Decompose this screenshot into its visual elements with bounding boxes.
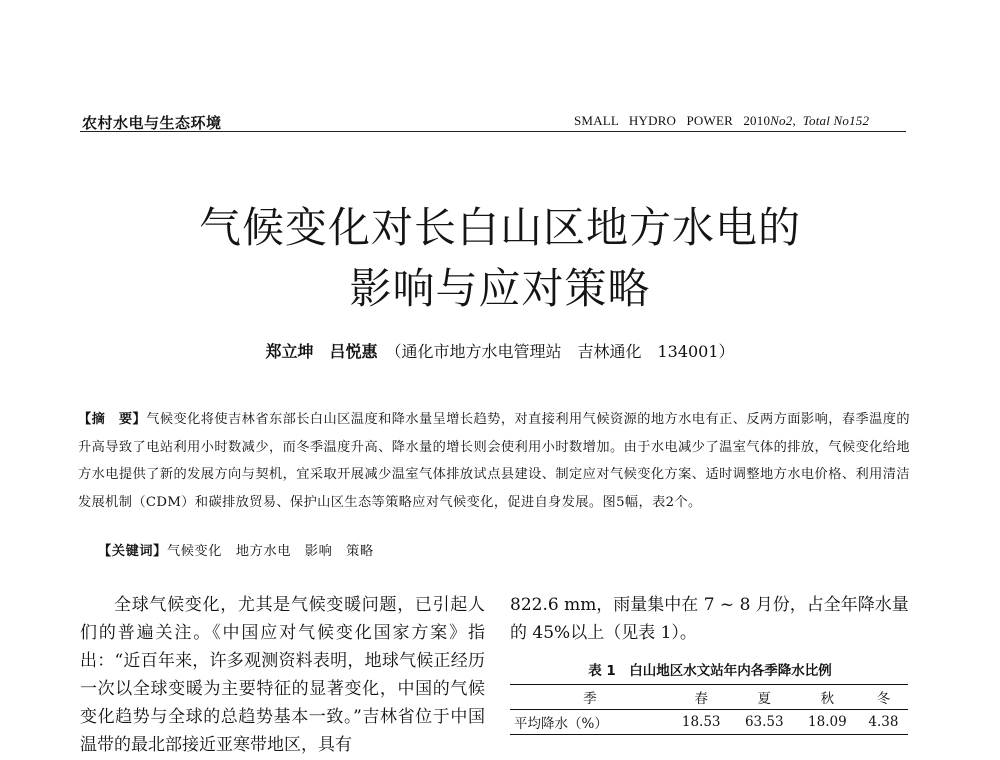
paper-title-line-1: 气候变化对长白山区地方水电的 bbox=[198, 203, 801, 252]
author-affiliation: （通化市地方水电管理站 吉林通化 134001） bbox=[385, 342, 735, 361]
table-cell: 4.38 bbox=[868, 714, 899, 730]
keywords-label: 【关键词】 bbox=[98, 544, 167, 559]
table-header-cell: 秋 bbox=[820, 691, 835, 707]
table-cell: 63.53 bbox=[744, 714, 784, 730]
issue-separator: , bbox=[792, 113, 803, 128]
abstract bbox=[78, 406, 910, 516]
table-header-cell: 夏 bbox=[757, 691, 772, 707]
paper-title-line-2: 影响与应对策略 bbox=[349, 264, 651, 313]
journal-issue-info bbox=[574, 113, 869, 129]
journal-name-year: SMALL HYDRO POWER 2010 bbox=[574, 113, 771, 128]
table-cell: 18.09 bbox=[808, 714, 847, 730]
table-cell: 18.53 bbox=[681, 714, 721, 730]
journal-section-name: 农村水电与生态环境 bbox=[82, 114, 222, 132]
abstract-text: 气候变化将使吉林省东部长白山区温度和降水量呈增长趋势，对直接利用气候资源的地方水电有正、反两方面影响，春季温度的升高导致了电站利用小时数减少，而冬季温度升高、降水量的增长则会使利用小时数增加。由于水电减少了温室气体的排放，气候变化给地方水电提供了新的发展方向与契机，宜采取开展减少温室气体排放试点县建设、制定应对气候变化方案、适时调整地方水电价格、利用清洁发展机制（CDM）和碳排放贸易、保护山区生态等策略应对气候变化，促进自身发展。图5幅，表2个。 bbox=[78, 412, 910, 510]
keywords-text: 气候变化 地方水电 影响 策略 bbox=[166, 544, 374, 559]
issue-number: No2 bbox=[770, 113, 793, 128]
table-header-cell: 春 bbox=[694, 691, 708, 707]
table-header-row bbox=[510, 685, 908, 710]
abstract-label: 【摘 要】 bbox=[78, 412, 147, 427]
table-row bbox=[510, 710, 908, 735]
body-left-column: 全球气候变化，尤其是气候变暖问题，已引起人们的普遍关注。《中国应对气候变化国家方案》指出：“近百年来，许多观测资料表明，地球气候正经历一次以全球变暖为主要特征的显著变化，中国的气候变化趋势与全球的总趋势基本一致。”吉林省位于中国温带的最北部接近亚寒带地区，具有 bbox=[80, 595, 485, 755]
header-rule bbox=[80, 131, 906, 132]
body-right-column: 822.6 mm，雨量集中在 7 ~ 8 月份，占全年降水量的 45%以上（见表 1）。 bbox=[510, 595, 909, 643]
precipitation-table bbox=[510, 684, 908, 735]
table-header-cell: 季 bbox=[583, 691, 597, 707]
table-header-cell: 冬 bbox=[876, 691, 891, 707]
table-row-label: 平均降水（%） bbox=[514, 716, 608, 732]
table-caption: 表 1 白山地区水文站年内各季降水比例 bbox=[588, 663, 832, 679]
author-line bbox=[0, 339, 1000, 362]
keywords bbox=[98, 540, 374, 559]
author-names: 郑立坤 吕悦惠 bbox=[265, 342, 378, 361]
total-issue-number: Total No152 bbox=[802, 113, 870, 128]
